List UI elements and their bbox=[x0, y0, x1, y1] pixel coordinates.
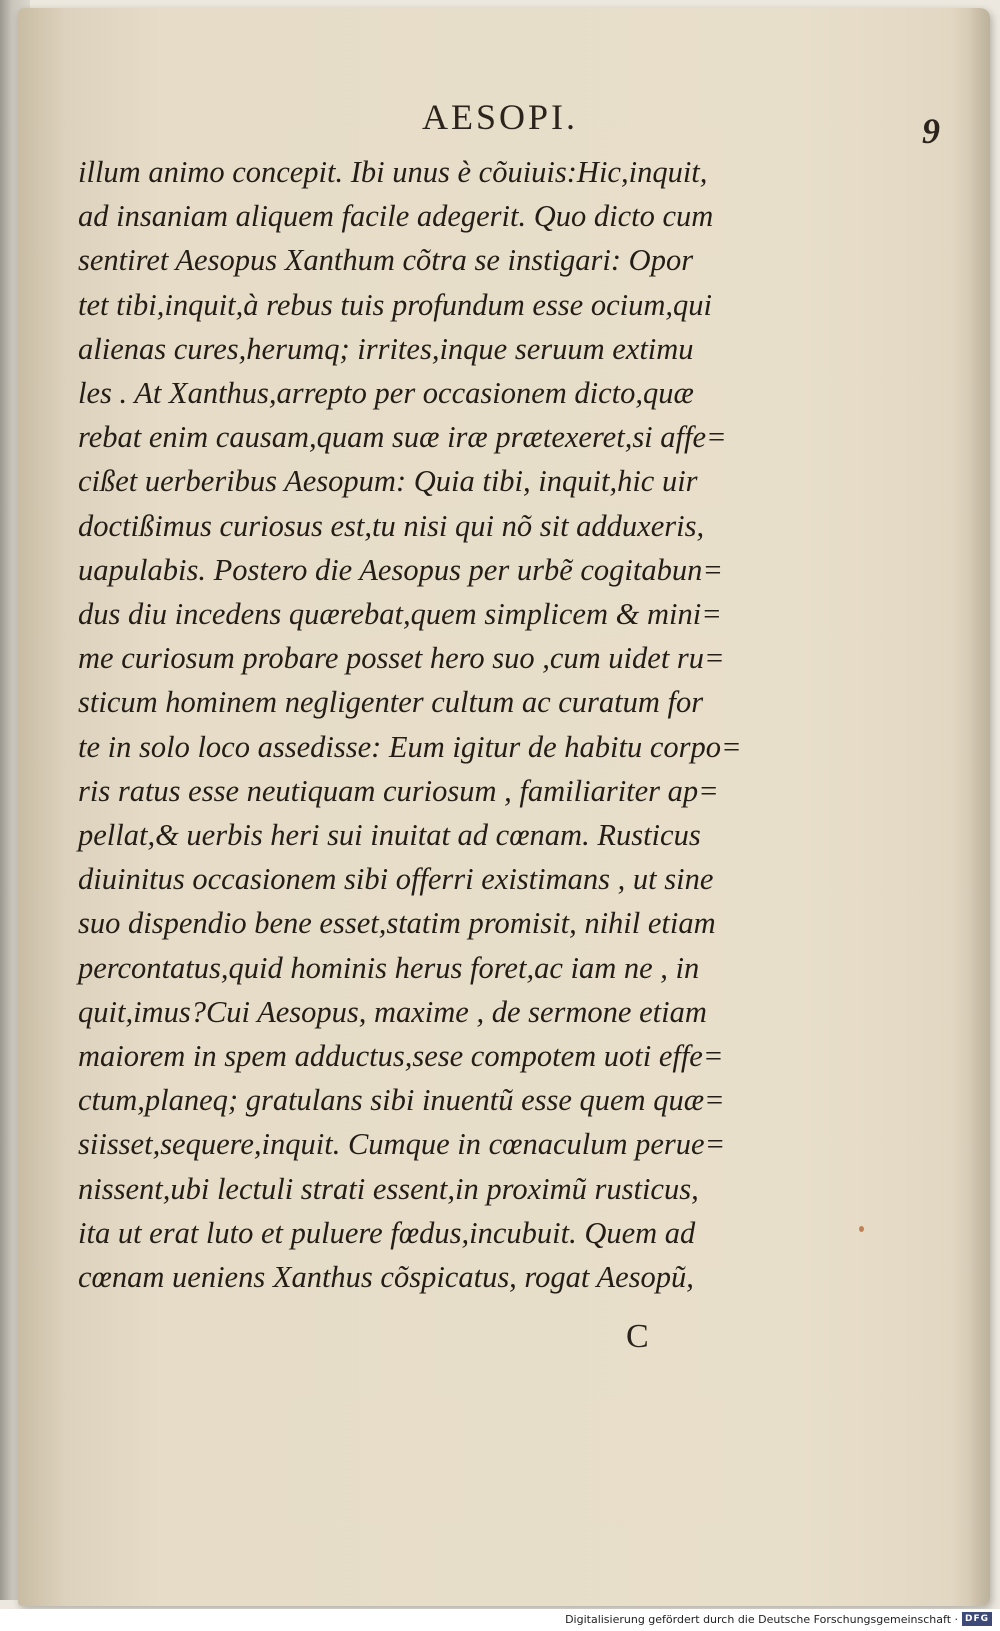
text-line: maiorem in spem adductus,sese compotem uoti effe= bbox=[78, 1039, 724, 1074]
text-line: doctißimus curiosus est,tu nisi qui nõ sit adduxeris, bbox=[78, 508, 705, 543]
page-body-text bbox=[78, 150, 778, 1299]
text-line: illum animo concepit. Ibi unus è cõuiuis:Hic,inquit, bbox=[78, 155, 708, 189]
page-number: 9 bbox=[922, 111, 940, 151]
text-line: ctum,planeq; gratulans sibi inuentũ esse quem quæ= bbox=[78, 1083, 725, 1118]
text-line: dus diu incedens quærebat,quem simplicem & mini= bbox=[78, 597, 722, 632]
text-line: percontatus,quid hominis herus foret,ac iam ne , in bbox=[78, 950, 700, 985]
text-line: ad insaniam aliquem facile adegerit. Quo dicto cum bbox=[78, 199, 714, 234]
text-line: ita ut erat luto et puluere fœdus,incubuit. Quem ad bbox=[78, 1215, 696, 1250]
text-line: uapulabis. Postero die Aesopus per urbẽ cogitabun= bbox=[78, 552, 723, 587]
text-line: rebat enim causam,quam suæ iræ prætexeret,si affe= bbox=[78, 420, 727, 455]
page-edge bbox=[968, 8, 990, 1606]
text-line: cœnam ueniens Xanthus cõspicatus, rogat Aesopũ, bbox=[78, 1260, 694, 1295]
text-line: ris ratus esse neutiquam curiosum , familiariter ap= bbox=[78, 773, 719, 808]
signature-mark: C bbox=[626, 1318, 649, 1355]
text-line: te in solo loco assedisse: Eum igitur de habitu corpo= bbox=[78, 729, 742, 764]
text-line: alienas cures,herumq; irrites,inque seruum extimu bbox=[78, 331, 694, 366]
paper-stain bbox=[859, 1226, 864, 1232]
text-line: nissent,ubi lectuli strati essent,in proximũ rusticus, bbox=[78, 1171, 699, 1206]
dfg-logo: DFG bbox=[962, 1612, 992, 1626]
text-line: diuinitus occasionem sibi offerri existimans , ut sine bbox=[78, 862, 714, 897]
text-line: tet tibi,inquit,à rebus tuis profundum esse ocium,qui bbox=[78, 287, 712, 322]
text-line: me curiosum probare posset hero suo ,cum uidet ru= bbox=[78, 641, 725, 676]
text-line: pellat,& uerbis heri sui inuitat ad cœnam. Rusticus bbox=[78, 818, 701, 853]
running-head: AESOPI. bbox=[421, 97, 579, 137]
digitization-credit: Digitalisierung gefördert durch die Deutsche Forschungsgemeinschaft · bbox=[565, 1613, 958, 1626]
text-line: les . At Xanthus,arrepto per occasionem dicto,quæ bbox=[78, 376, 694, 411]
text-line: cißet uerberibus Aesopum: Quia tibi, inquit,hic uir bbox=[78, 464, 698, 499]
text-line: sentiret Aesopus Xanthum cõtra se instigari: Opor bbox=[78, 243, 694, 278]
text-line: siisset,sequere,inquit. Cumque in cœnaculum perue= bbox=[78, 1127, 726, 1162]
text-line: suo dispendio bene esset,statim promisit, nihil etiam bbox=[78, 906, 716, 941]
text-line: quit,imus?Cui Aesopus, maxime , de sermone etiam bbox=[78, 994, 707, 1029]
text-line: sticum hominem negligenter cultum ac curatum for bbox=[78, 685, 704, 720]
